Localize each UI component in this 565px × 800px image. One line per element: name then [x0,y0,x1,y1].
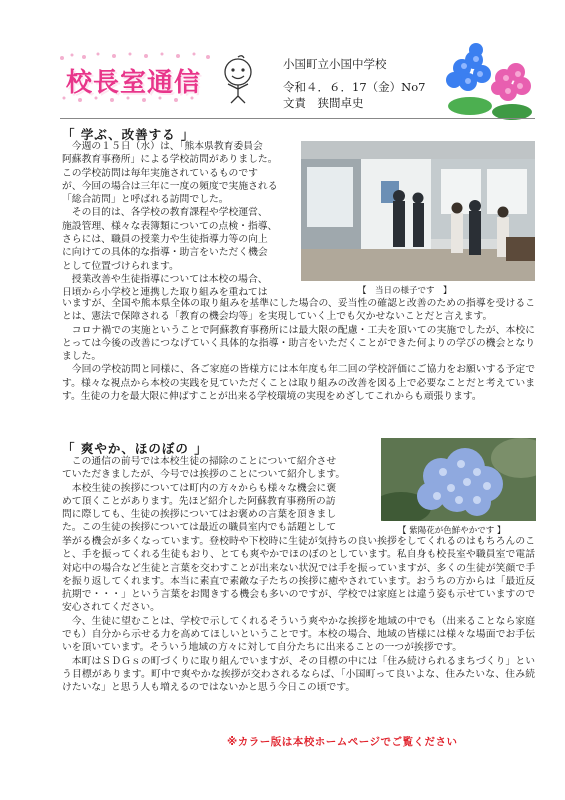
school-name: 小国町立小国中学校 [283,57,387,71]
section1-line: 施設管理、様々な表簿類についての点検・指導、 [62,220,278,232]
section1-intro [62,140,296,300]
hydrangea-photo-caption: 【 紫陽花が色鮮やかです 】 [398,526,506,536]
author-line: 文責 狭間卓史 [283,96,364,110]
section2-body [62,535,535,695]
section1-line: 阿蘇教育事務所」による学校訪問がありました。 [62,154,278,166]
section1-line: 「総合訪問」と呼ばれる訪問でした。 [62,194,229,206]
hydrangea-illustration [430,34,540,122]
section1-paragraph: コロナ禍での実施ということで阿蘇教育事務所には最大限の配慮・工夫を頂いての実施でしたが、本校にとっては今後の改善につなげていく具体的な指導・助言をいただくことができた何よりの学びの機会となりました。 [62,324,535,363]
section1-line: が、今回の場合は三年に一度の頻度で実施される [62,180,278,192]
mascot-icon [218,54,258,104]
section1-paragraph: いますが、全国や熊本県全体の取り組みを基準にした場合の、妥当性の確認と改善のための指導を受けることは、憲法で保障される「教育の機会均等」を実現していく上でも欠かせないことだと言えます。 [62,298,535,323]
header-divider [60,118,535,119]
section1-line: この学校訪問は毎年実施されているものです [62,167,258,179]
newsletter-title: 校長室通信 [66,68,202,98]
section1-line: その目的は、各学校の教育課程や学校運営、 [71,207,268,219]
section1-heading: 「 学ぶ、改善する 」 [62,127,195,142]
section2-line: この通信の前号では本校生徒の掃除のことについて紹介させ [71,456,337,467]
section1-line: に向けての具体的な指導・助言をいただく機会 [62,247,268,259]
section1-line: さらには、職員の授業力や生徒指導力等の向上 [62,234,268,246]
section1-line: として位置づけられます。 [62,260,179,272]
section1-body [62,297,535,403]
section2-line: 本校生徒の挨拶については町内の方々からも様々な機会に褒 [71,482,337,494]
hydrangea-photo [381,438,536,521]
section2-heading: 「 爽やか、ほのぼの 」 [62,441,208,456]
section2-line: ていただきましたが、今号では挨拶のことについて紹介します。 [62,469,346,481]
section2-line: めて頂くことがあります。先ほど紹介した阿蘇教育事務所の訪 [62,495,336,507]
school-visit-photo [301,141,535,281]
section1-line: 授業改善や生徒指導については本校の場合、 [71,273,268,285]
section1-line: 日頃から小学校と連携した取り組みを重ねては [62,287,268,299]
section2-intro [62,455,378,535]
issue-date-number: 令和４．６．17（金）No7 [283,80,426,94]
section1-line: 今週の１５日（水）は、「熊本県教育委員会 [71,141,263,152]
color-version-notice: ※カラー版は本校ホームページでご覧ください [227,736,458,748]
section2-paragraph: 本町はＳＤＧｓの町づくりに取り組んでいますが、その目標の中には「住み続けられるまちづくり」という目標があります。町中で爽やかな挨拶が交わされるならば、「小国町って良いよな、住みたいな、住み続けたいな」と思う人も増えるのではないかと思う今日この頃です。 [62,655,535,694]
school-photo-caption: 【 当日の様子です 】 [358,286,452,296]
section1-paragraph: 今回の学校訪問と同様に、各ご家庭の皆様方には本年度も年二回の学校評価にご協力をお願いする予定です。様々な視点から本校の実践を見ていただくことは取り組みの改善を図る上で必要なことだと考えています。生徒の力を最大限に伸ばすことが出来る学校環境の実現をめざしてこれからも頑張ります。 [62,364,535,403]
section2-paragraph: 挙がる機会が多くなっています。登校時や下校時に生徒が気持ちの良い挨拶をしてくれるのはもちろんのこと、手を振ってくれる生徒もおり、とても爽やかでほのぼのとしています。私自身も校長室や職員室で電話対応中の場合など生徒と言葉を交わすことが出来ない状況では手を振っていますが、多くの生徒が笑顔で手を振り返してくれます。本当に素直で素敵な子たちの挨拶に癒やされています。おうちの方からは「最近反抗期で・・・」という言葉をお聞きする機会も多いのですが、学校では家庭とは違う姿も示せていますので安心されてください。 [62,536,535,614]
masthead-title [58,52,256,104]
section2-line: 問に際しても、生徒の挨拶についてはお褒めの言葉を頂きまし [62,509,337,521]
section2-paragraph: 今、生徒に望むことは、学校で示してくれるそういう爽やかな挨拶を地域の中でも（出来ることなら家庭でも）自分から示せる力を高めてほしいということです。本校の場合、地域の皆様には様々な場面でお手伝いを頂いています。そういう地域の方々に対して自分たちに出来ることの一つが挨拶です。 [62,615,535,654]
section2-line: た。この生徒の挨拶については最近の職員室内でも話題として [62,522,337,534]
